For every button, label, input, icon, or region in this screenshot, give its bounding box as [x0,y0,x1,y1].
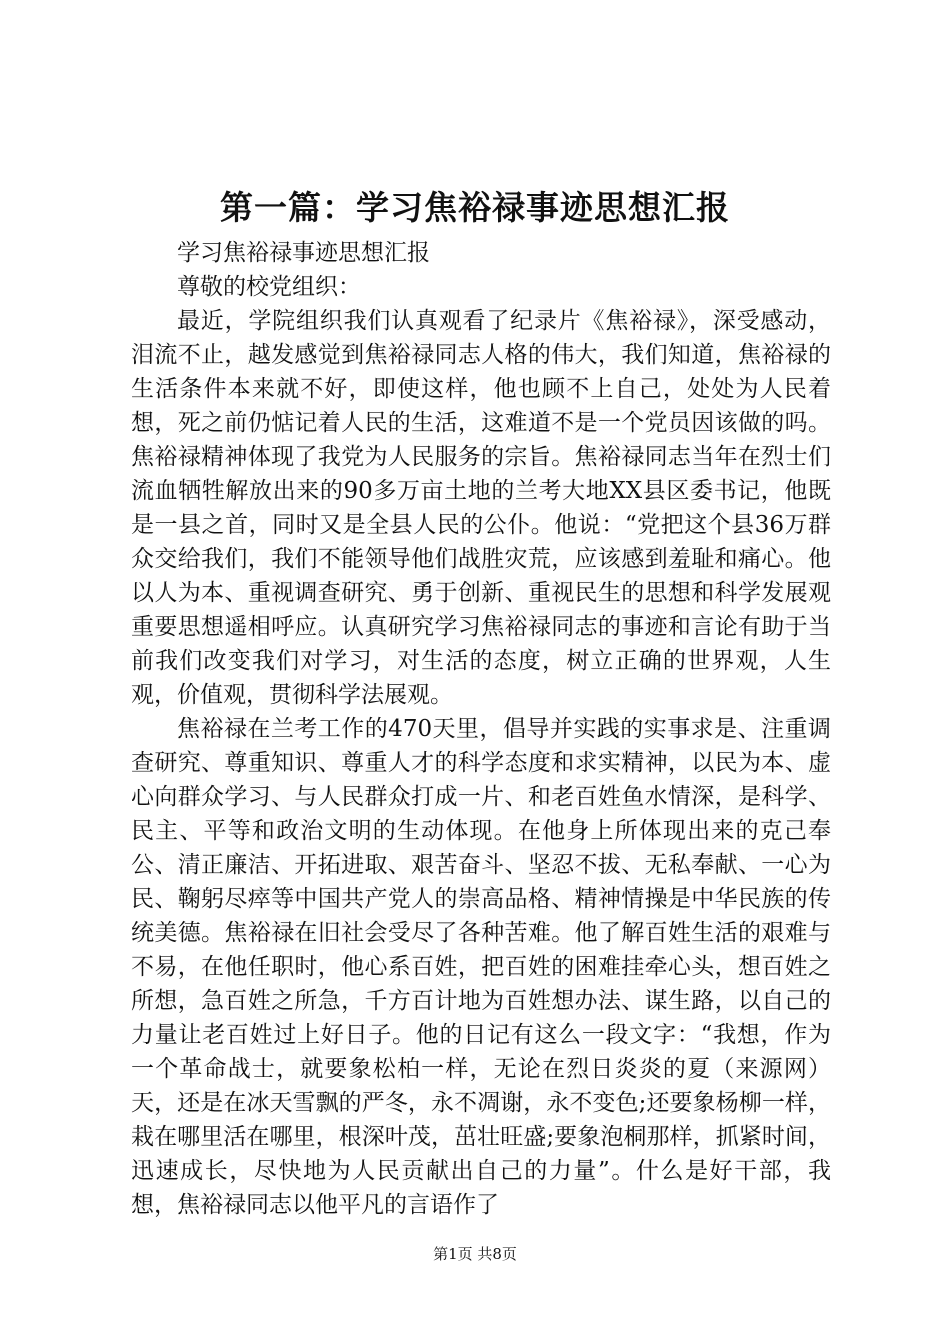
document-body [131,236,831,1222]
document-title: 第一篇：学习焦裕禄事迹思想汇报 [220,188,730,227]
subtitle-paragraph: 学习焦裕禄事迹思想汇报 [177,240,430,266]
salutation-paragraph: 尊敬的校党组织： [177,274,361,300]
body-paragraph: 焦裕禄在兰考工作的470天里，倡导并实践的实事求是、注重调查研究、尊重知识、尊重人才的科学态度和求实精神，以民为本、虚心向群众学习、与人民群众打成一片、和老百姓鱼水情深，是科学、民主、平等和政治文明的生动体现。在他身上所体现出来的克己奉公、清正廉洁、开拓进取、艰苦奋斗、坚忍不拔、无私奉献、一心为民、鞠躬尽瘁等中国共产党人的崇高品格、精神情操是中华民族的传统美德。焦裕禄在旧社会受尽了各种苦难。他了解百姓生活的艰难与不易，在他任职时，他心系百姓，把百姓的困难挂牵心头，想百姓之所想，急百姓之所急，千方百计地为百姓想办法、谋生路，以自己的力量让老百姓过上好日子。他的日记有这么一段文字：“我想，作为一个革命战士，就要象松柏一样，无论在烈日炎炎的夏（来源网）天，还是在冰天雪飘的严冬，永不凋谢，永不变色;还要象杨柳一样，栽在哪里活在哪里，根深叶茂，茁壮旺盛;要象泡桐那样，抓紧时间，迅速成长，尽快地为人民贡献出自己的力量”。什么是好干部，我想，焦裕禄同志以他平凡的言语作了 [131,716,831,1218]
page-footer: 第1页 共8页 [433,1245,517,1263]
body-paragraph: 最近，学院组织我们认真观看了纪录片《焦裕禄》，深受感动，泪流不止，越发感觉到焦裕禄同志人格的伟大，我们知道，焦裕禄的生活条件本来就不好，即使这样，他也顾不上自己，处处为人民着想，死之前仍惦记着人民的生活，这难道不是一个党员因该做的吗。焦裕禄精神体现了我党为人民服务的宗旨。焦裕禄同志当年在烈士们流血牺牲解放出来的90多万亩土地的兰考大地XX县区委书记，他既是一县之首，同时又是全县人民的公仆。他说：“党把这个县36万群众交给我们，我们不能领导他们战胜灾荒，应该感到羞耻和痛心。他以人为本、重视调查研究、勇于创新、重视民生的思想和科学发展观重要思想遥相呼应。认真研究学习焦裕禄同志的事迹和言论有助于当前我们改变我们对学习，对生活的态度，树立正确的世界观，人生观，价值观，贯彻科学法展观。 [131,308,831,708]
